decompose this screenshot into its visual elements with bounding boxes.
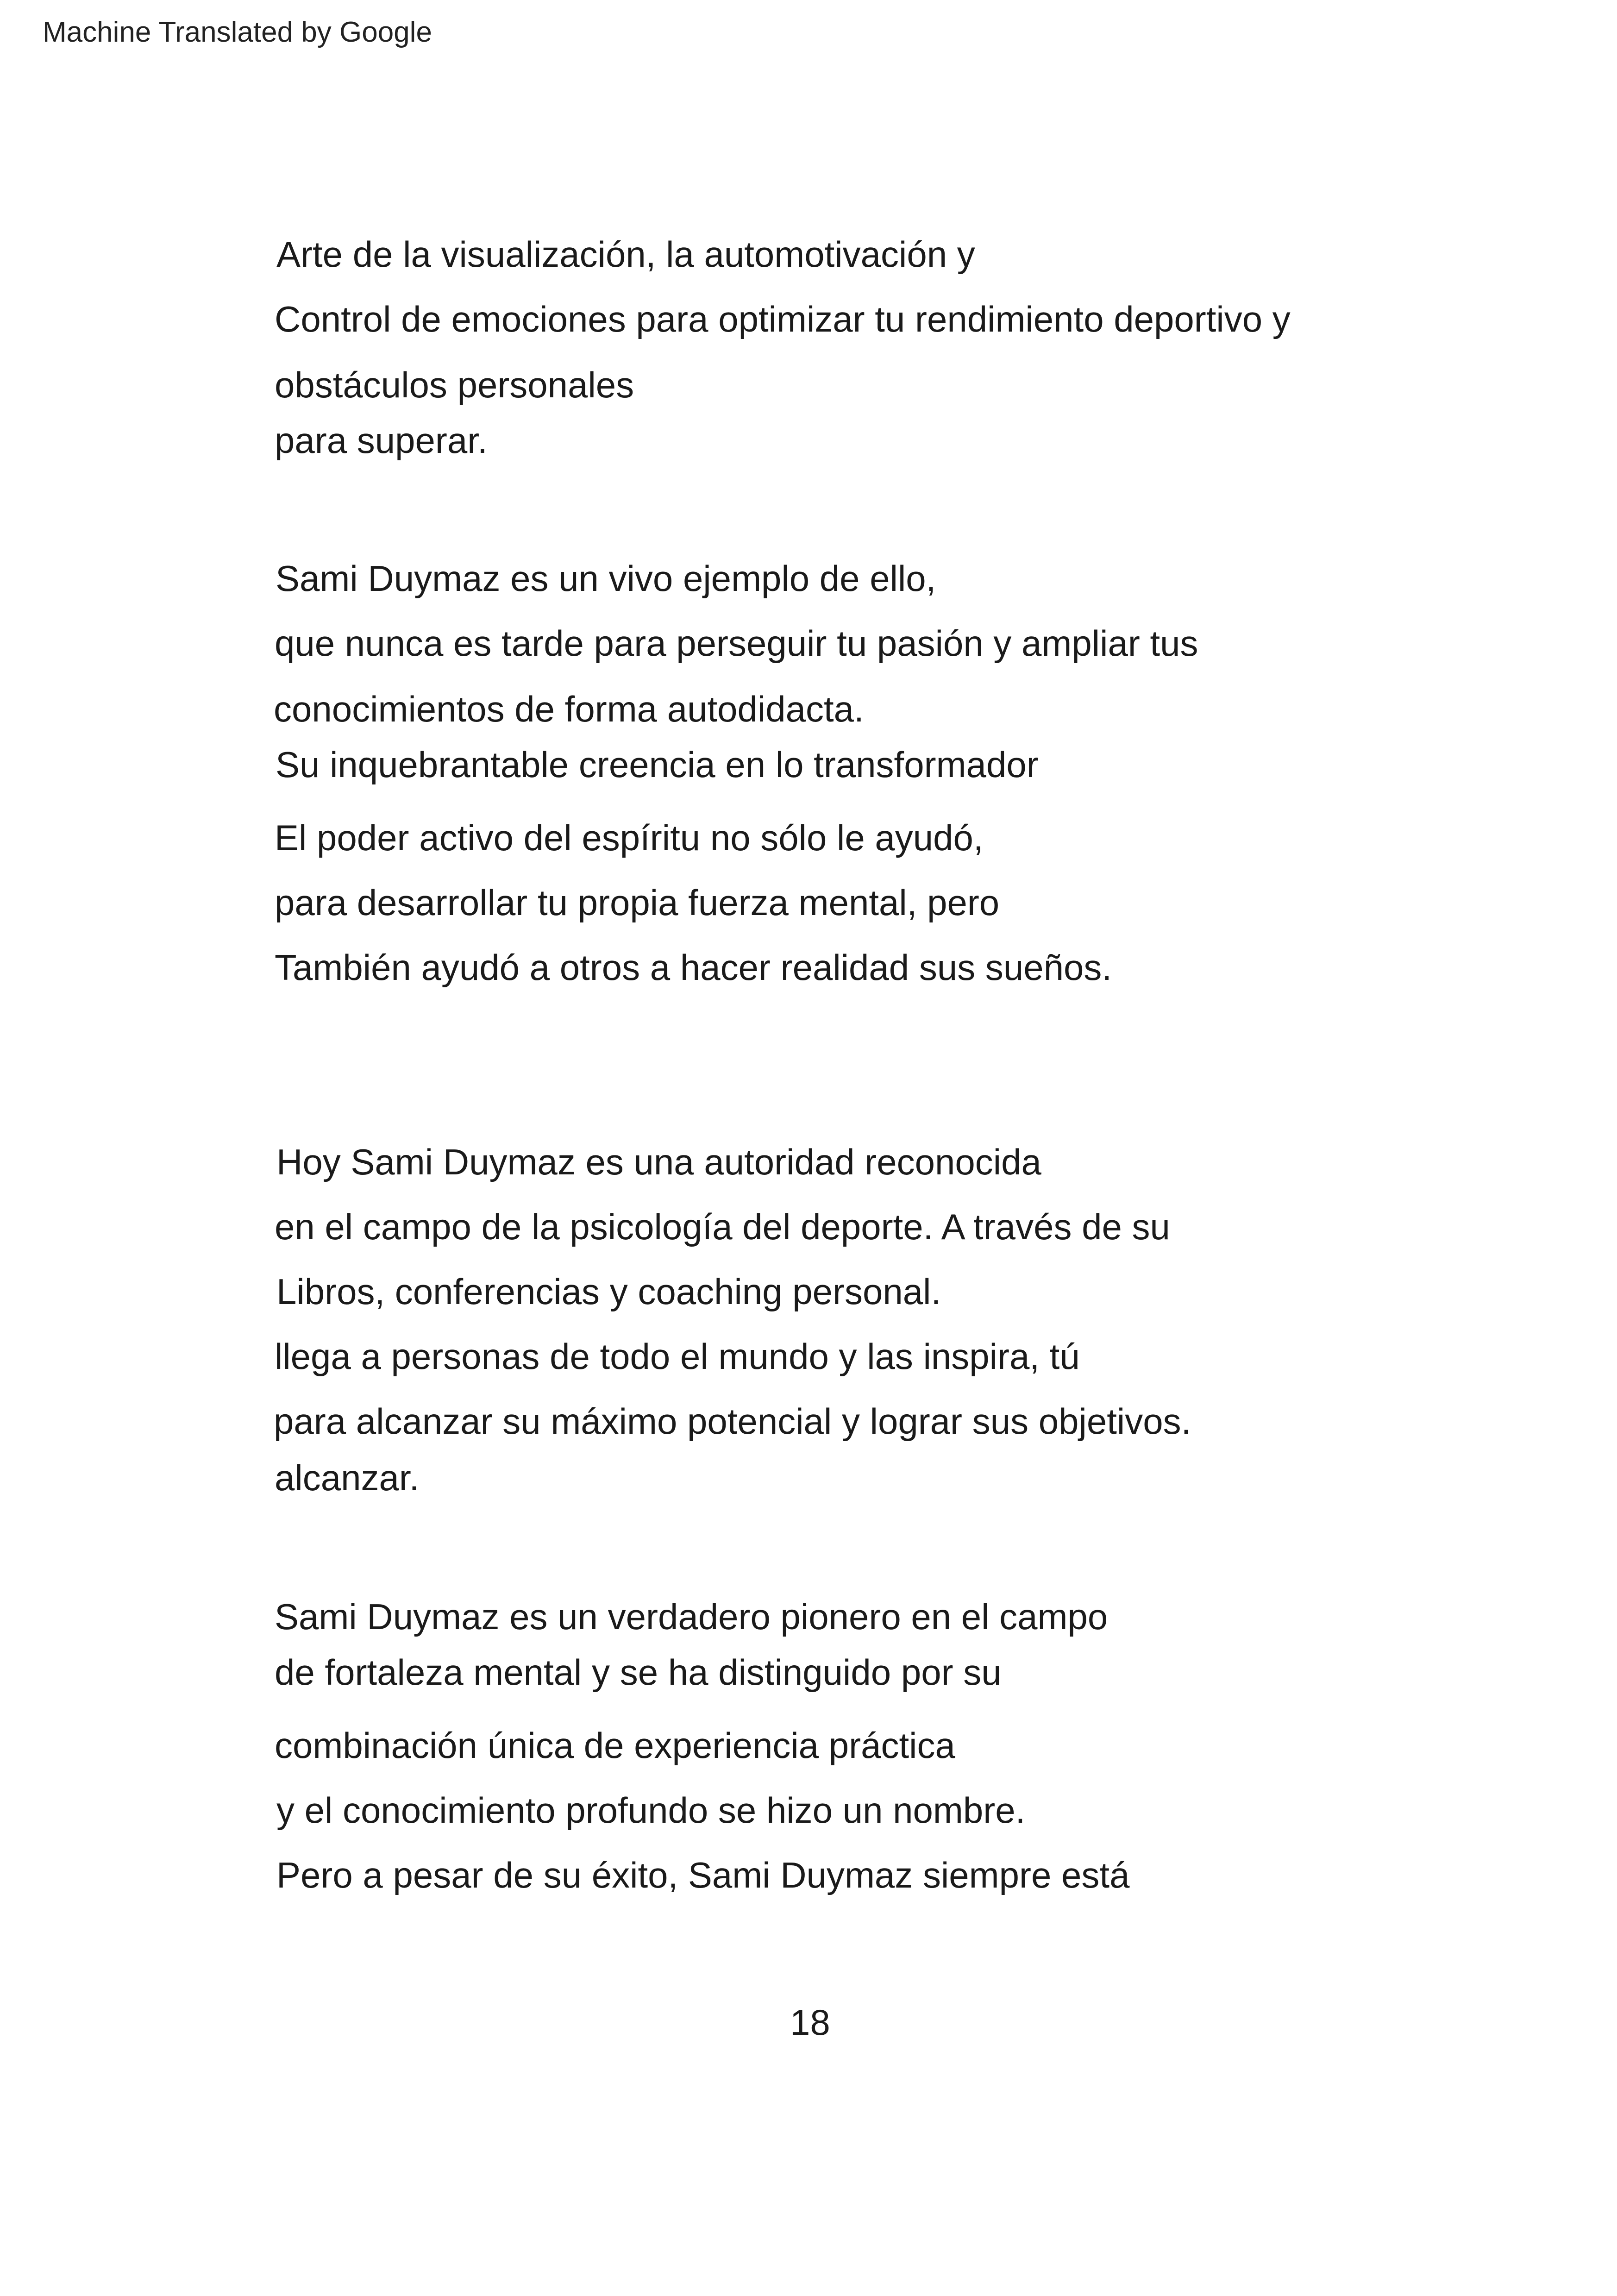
text-line: alcanzar. bbox=[275, 1457, 420, 1498]
text-line: conocimientos de forma autodidacta. bbox=[274, 689, 864, 729]
text-line: para superar. bbox=[275, 420, 488, 461]
text-line: obstáculos personales bbox=[275, 364, 634, 405]
text-line: Libros, conferencias y coaching personal. bbox=[276, 1271, 941, 1312]
text-line: También ayudó a otros a hacer realidad sus sueños. bbox=[275, 947, 1112, 988]
text-line: para alcanzar su máximo potencial y lograr sus objetivos. bbox=[274, 1401, 1191, 1442]
page-number: 18 bbox=[790, 2002, 830, 2043]
text-line: en el campo de la psicología del deporte. A través de su bbox=[275, 1206, 1170, 1247]
text-line: Su inquebrantable creencia en lo transformador bbox=[276, 744, 1039, 785]
text-line: Arte de la visualización, la automotivación y bbox=[276, 234, 975, 275]
machine-translation-header: Machine Translated by Google bbox=[43, 16, 432, 48]
text-line: Control de emociones para optimizar tu rendimiento deportivo y bbox=[275, 299, 1291, 339]
text-line: Pero a pesar de su éxito, Sami Duymaz siempre está bbox=[276, 1855, 1130, 1895]
text-line: Hoy Sami Duymaz es una autoridad reconocida bbox=[276, 1142, 1041, 1182]
text-line: para desarrollar tu propia fuerza mental, pero bbox=[275, 882, 1000, 923]
text-line: de fortaleza mental y se ha distinguido por su bbox=[275, 1652, 1002, 1693]
text-line: que nunca es tarde para perseguir tu pasión y ampliar tus bbox=[275, 623, 1198, 664]
text-line: combinación única de experiencia práctica bbox=[275, 1725, 955, 1766]
text-line: llega a personas de todo el mundo y las inspira, tú bbox=[275, 1336, 1080, 1377]
text-line: Sami Duymaz es un vivo ejemplo de ello, bbox=[276, 558, 936, 599]
text-line: y el conocimiento profundo se hizo un nombre. bbox=[276, 1790, 1026, 1831]
text-line: Sami Duymaz es un verdadero pionero en el campo bbox=[275, 1596, 1108, 1637]
text-line: El poder activo del espíritu no sólo le ayudó, bbox=[275, 817, 984, 858]
